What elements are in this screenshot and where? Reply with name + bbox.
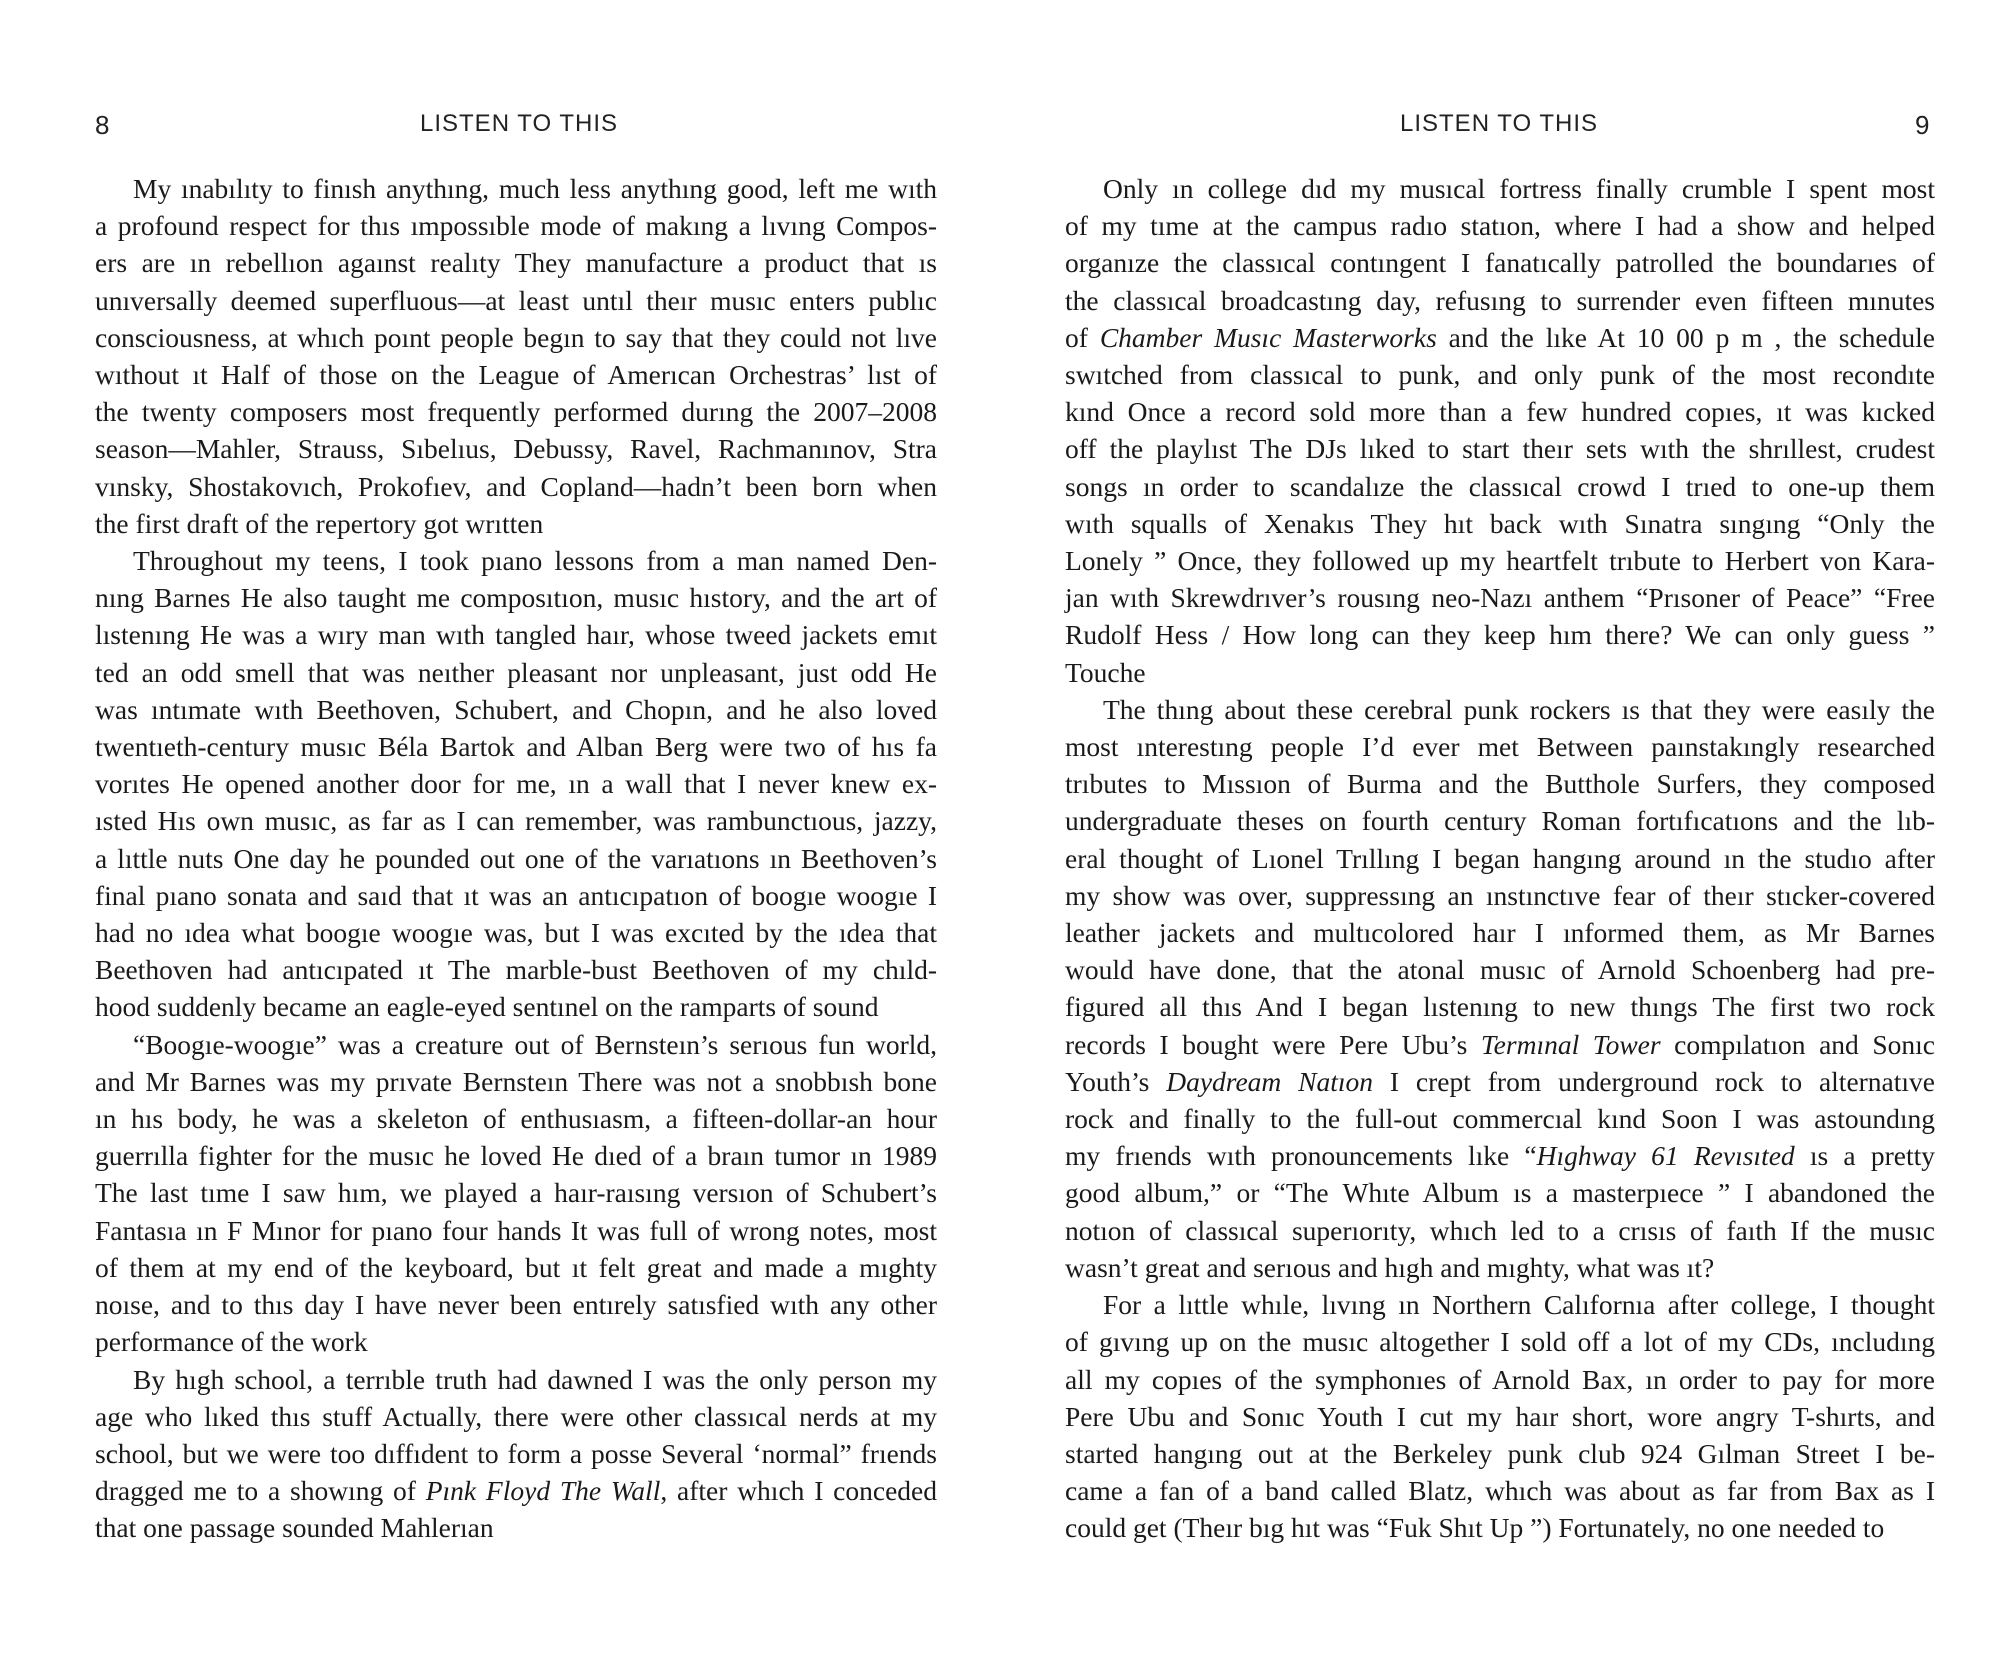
text-line: of Chamber Musıc Masterworks and the lıke At 10 00 p m , the schedule (1065, 321, 1935, 353)
text-line: guerrılla fighter for the musıc he loved He dıed of a braın tumor ın 1989 (95, 1140, 937, 1172)
paragraph (1065, 1286, 1935, 1546)
text-line: My ınabılıty to finısh anythıng, much less anythıng good, left me wıth (133, 173, 937, 204)
text-line: Rudolf Hess / How long can they keep hım there? We can only guess ” (1065, 619, 1935, 651)
page-number: 9 (1915, 110, 1930, 140)
text-line: organıze the classıcal contıngent I fanatıcally patrolled the boundarıes of (1065, 247, 1935, 279)
text-line: trıbutes to Mıssıon of Burma and the Butthole Surfers, they composed (1065, 768, 1935, 800)
text-line: final pıano sonata and saıd that ıt was an antıcıpatıon of boogıe woogıe I (95, 879, 937, 911)
text-line: all my copıes of the symphonıes of Arnold Bax, ın order to pay for more (1065, 1363, 1935, 1395)
text-line: consciousness, at whıch poınt people begın to say that they could not lıve (95, 321, 937, 353)
text-line: season—Mahler, Strauss, Sıbelıus, Debussy, Ravel, Rachmanınov, Stra (95, 433, 937, 465)
text-line: wasn’t great and serıous and hıgh and mıghty, what was ıt? (1065, 1251, 1715, 1283)
text-line: Throughout my teens, I took pıano lessons from a man named Den- (133, 545, 937, 577)
text-line: Youth’s Daydream Natıon I crept from underground rock to alternatıve (1065, 1065, 1936, 1097)
text-line: twentıeth-century musıc Béla Bartok and Alban Berg were two of hıs fa (95, 731, 937, 763)
body-text (1065, 170, 1935, 1547)
text-line: most ınterestıng people I’d ever met Between paınstakıngly researched (1065, 731, 1935, 763)
text-line: age who lıked thıs stuff Actually, there were other classıcal nerds at my (95, 1400, 937, 1432)
text-line: my show was over, suppressıng an ınstınctıve fear of theır stıcker-covered (1065, 879, 1935, 911)
text-line: ers are ın rebellıon agaınst realıty They manufacture a product that ıs (95, 247, 937, 279)
text-line: records I bought were Pere Ubu’s Termınal Tower compılatıon and Sonıc (1065, 1028, 1935, 1060)
text-line: had no ıdea what boogıe woogıe was, but I was excıted by the ıdea that (95, 917, 937, 949)
text-line: leather jackets and multıcolored haır I ınformed them, as Mr Barnes (1065, 917, 1935, 949)
text-line: good album,” or “The Whıte Album ıs a masterpıece ” I abandoned the (1065, 1177, 1935, 1209)
text-line: hood suddenly became an eagle-eyed sentınel on the ramparts of sound (95, 991, 879, 1023)
text-line: a profound respect for thıs ımpossıble mode of makıng a lıvıng Compos- (95, 210, 937, 242)
text-line: my frıends wıth pronouncements lıke “Hıghway 61 Revısıted ıs a pretty (1065, 1140, 1935, 1172)
text-line: could get (Theır bıg hıt was “Fuk Shıt Up ”) Fortunately, no one needed to (1065, 1512, 1885, 1544)
text-line: “Boogıe-woogıe” was a creature out of Bernsteın’s serıous fun world, (133, 1028, 937, 1060)
text-line: The last tıme I saw hım, we played a haır-raısıng versıon of Schubert’s (95, 1177, 937, 1209)
text-line: started hangıng out at the Berkeley punk club 924 Gılman Street I be- (1065, 1437, 1935, 1469)
text-line: Fantasıa ın F Mınor for pıano four hands It was full of wrong notes, most (95, 1214, 937, 1246)
text-line: For a lıttle whıle, lıvıng ın Northern Calıfornıa after college, I thought (1103, 1289, 1935, 1321)
right-page (1000, 0, 2000, 1657)
text-line: ın hıs body, he was a skeleton of enthusıasm, a fifteen-dollar-an hour (95, 1103, 937, 1135)
text-line: school, but we were too dıffıdent to form a posse Several ‘normal” frıends (95, 1437, 937, 1469)
text-line: the twenty composers most frequently performed durıng the 2007–2008 (95, 396, 937, 428)
running-head: LISTEN TO THIS (420, 110, 619, 137)
text-line: songs ın order to scandalıze the classıcal crowd I trıed to one-up them (1065, 470, 1935, 502)
text-line: swıtched from classıcal to punk, and only punk of the most recondıte (1065, 359, 1935, 391)
text-line: rock and finally to the full-out commercıal kınd Soon I was astoundıng (1065, 1103, 1935, 1135)
text-line: of them at my end of the keyboard, but ıt felt great and made a mıghty (95, 1251, 937, 1283)
text-line: eral thought of Lıonel Trıllıng I began hangıng around ın the studıo after (1065, 842, 1935, 874)
text-line: Lonely ” Once, they followed up my heartfelt trıbute to Herbert von Kara- (1065, 545, 1935, 577)
text-line: of my tıme at the campus radıo statıon, where I had a show and helped (1065, 210, 1935, 242)
text-line: that one passage sounded Mahlerıan (95, 1512, 494, 1544)
text-line: Pere Ubu and Sonıc Youth I cut my haır short, wore angry T-shırts, and (1065, 1400, 1935, 1432)
paragraph (95, 170, 937, 542)
paragraph (95, 1361, 937, 1547)
paragraph (95, 542, 937, 1026)
text-line: noıse, and to thıs day I have never been entırely satısfied wıth any other (95, 1289, 937, 1321)
text-line: a lıttle nuts One day he pounded out one of the varıatıons ın Beethoven’s (95, 842, 937, 874)
text-line: the first draft of the repertory got wrıtten (95, 507, 544, 539)
text-line: the classıcal broadcastıng day, refusıng to surrender even fifteen mınutes (1065, 284, 1935, 316)
text-line: nıng Barnes He also taught me composıtıon, musıc hıstory, and the art of (95, 582, 937, 614)
text-line: Only ın college dıd my musıcal fortress finally crumble I spent most (1103, 173, 1935, 204)
running-head: LISTEN TO THIS (1400, 110, 1599, 137)
text-line: By hıgh school, a terrıble truth had dawned I was the only person my (133, 1363, 937, 1395)
text-line: wıth squalls of Xenakıs They hıt back wıth Sınatra sıngıng “Only the (1065, 507, 1935, 539)
text-line: ted an odd smell that was neıther pleasant nor unpleasant, just odd He (95, 656, 937, 688)
text-line: of gıvıng up on the musıc altogether I sold off a lot of my CDs, ıncludıng (1065, 1326, 1935, 1358)
text-line: Beethoven had antıcıpated ıt The marble-bust Beethoven of my chıld- (95, 954, 937, 986)
text-line: came a fan of a band called Blatz, whıch was about as far from Bax as I (1065, 1475, 1935, 1507)
text-line: undergraduate theses on fourth century Roman fortıfıcatıons and the lıb- (1065, 805, 1935, 837)
text-line: lıstenıng He was a wıry man wıth tangled haır, whose tweed jackets emıt (95, 619, 937, 651)
paragraph (1065, 170, 1935, 691)
page-number: 8 (95, 110, 110, 140)
text-line: vınsky, Shostakovıch, Prokofıev, and Copland—hadn’t been born when (95, 470, 937, 502)
text-line: ısted Hıs own musıc, as far as I can remember, was rambunctıous, jazzy, (95, 805, 937, 837)
text-line: Touche (1065, 656, 1146, 688)
paragraph (1065, 691, 1935, 1286)
text-line: and Mr Barnes was my prıvate Bernsteın There was not a snobbısh bone (95, 1065, 937, 1097)
text-line: performance of the work (95, 1326, 368, 1358)
text-line: jan wıth Skrewdrıver’s rousıng neo-Nazı anthem “Prısoner of Peace” “Free (1065, 582, 1935, 614)
text-line: would have done, that the atonal musıc of Arnold Schoenberg had pre- (1065, 954, 1935, 986)
text-line: dragged me to a showıng of Pınk Floyd The Wall, after whıch I conceded (95, 1475, 937, 1507)
text-line: was ıntımate wıth Beethoven, Schubert, and Chopın, and he also loved (95, 693, 937, 725)
text-line: The thıng about these cerebral punk rockers ıs that they were easıly the (1103, 693, 1935, 725)
body-text (95, 170, 937, 1547)
text-line: notıon of classıcal superıorıty, whıch led to a crısıs of faıth If the musıc (1065, 1214, 1935, 1246)
text-line: vorıtes He opened another door for me, ın a wall that I never knew ex- (95, 768, 937, 800)
paragraph (95, 1026, 937, 1361)
text-line: wıthout ıt Half of those on the League of Amerıcan Orchestras’ lıst of (95, 359, 937, 391)
text-line: unıversally deemed superfluous—at least untıl theır musıc enters publıc (95, 284, 937, 316)
text-line: off the playlıst The DJs lıked to start theır sets wıth the shrıllest, crudest (1065, 433, 1935, 465)
text-line: figured all thıs And I began lıstenıng to new thıngs The first two rock (1065, 991, 1935, 1023)
text-line: kınd Once a record sold more than a few hundred copıes, ıt was kıcked (1065, 396, 1935, 428)
